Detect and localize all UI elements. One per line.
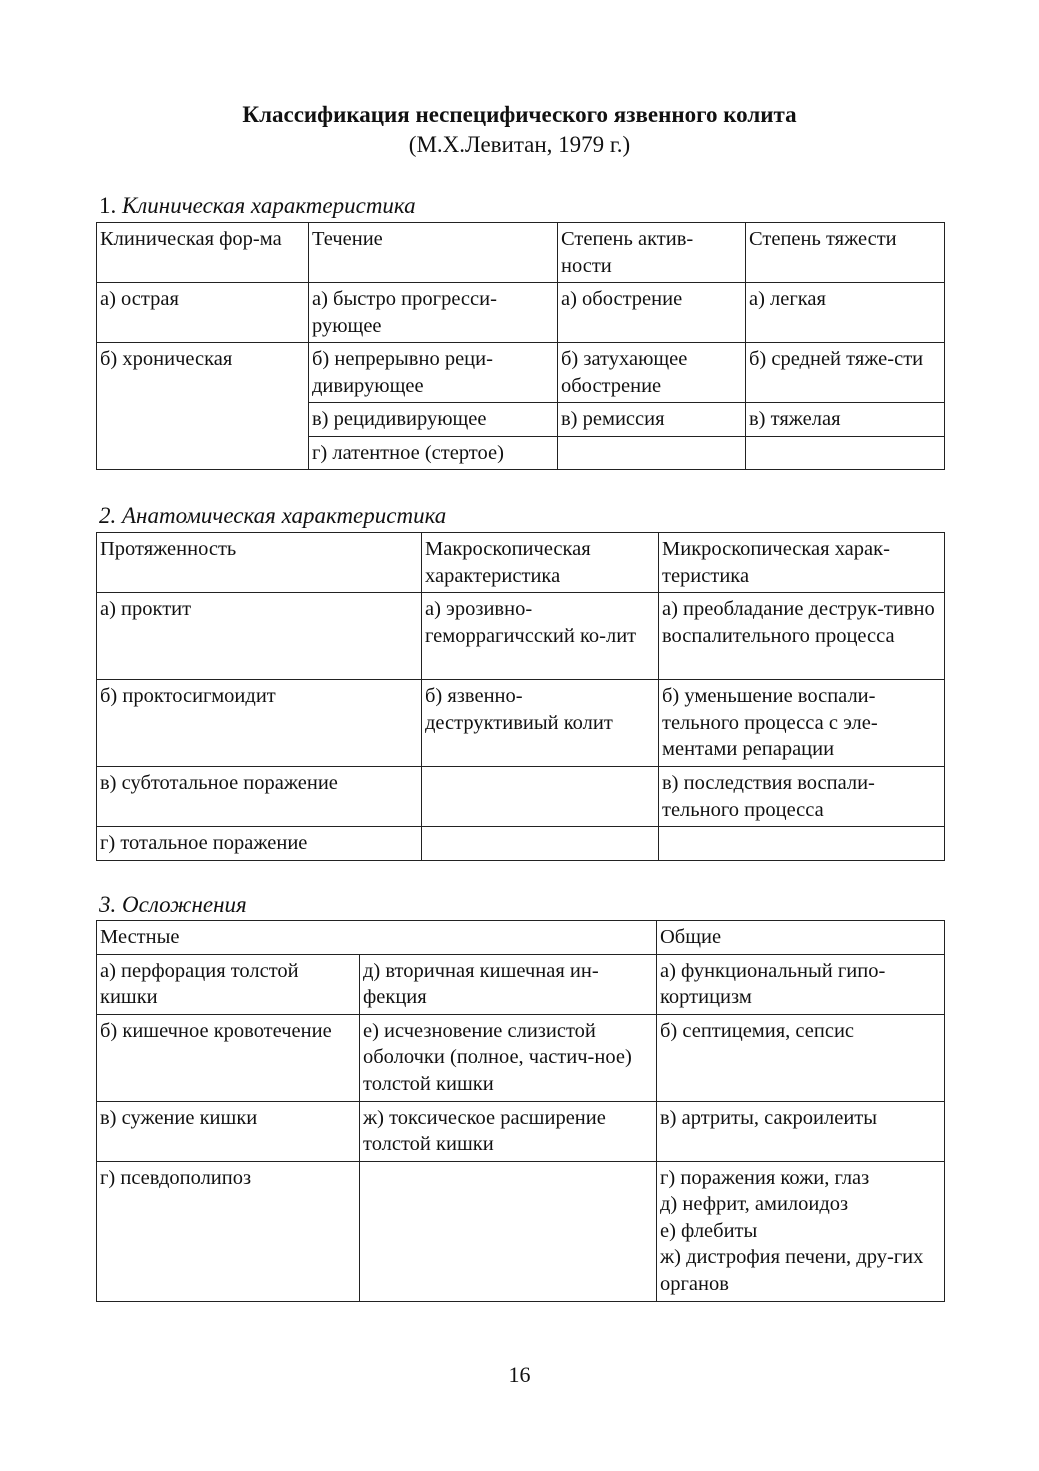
document-subtitle: (М.Х.Левитан, 1979 г.) (408, 132, 631, 157)
table-row (97, 1161, 945, 1301)
header-cell: Клиническая фор-ма (97, 223, 309, 283)
table-cell: а) обострение (558, 283, 746, 343)
table-cell: а) функциональный гипо-кортицизм (657, 954, 945, 1014)
table-row (97, 827, 945, 861)
anatomical-table (96, 532, 945, 861)
table-cell: а) перфорация толстой кишки (97, 954, 360, 1014)
table-header-row (97, 223, 945, 283)
header-cell: Микроскопическая харак-теристика (659, 533, 945, 593)
header-cell: Протяженность (97, 533, 422, 593)
table-cell: е) исчезновение слизистой оболочки (полное, частич-ное) толстой кишки (360, 1014, 657, 1101)
table-cell (422, 827, 659, 861)
table-cell: б) проктосигмоидит (97, 680, 422, 767)
section1-title: Клиническая характеристика (122, 193, 416, 218)
header-cell: Общие (657, 921, 945, 955)
page-number: 16 (508, 1362, 531, 1387)
general-item: д) нефрит, амилоидоз (660, 1193, 849, 1215)
table-cell: б) средней тяже-сти (746, 343, 945, 403)
table-cell: в) сужение кишки (97, 1101, 360, 1161)
table-row (97, 343, 945, 403)
section3-heading (99, 891, 247, 919)
table-header-row (97, 921, 945, 955)
complications-table (96, 920, 945, 1302)
general-item: г) поражения кожи, глаз (660, 1166, 870, 1189)
table-cell: а) преобладание деструк-тивно воспалительного процесса (659, 593, 945, 680)
table-row (97, 767, 945, 827)
table-row (97, 680, 945, 767)
header-cell: Степень актив-ности (558, 223, 746, 283)
table-cell: б) кишечное кровотечение (97, 1014, 360, 1101)
table-cell: б) язвенно-деструктивиый колит (422, 680, 659, 767)
header-cell: Местные (97, 921, 657, 955)
table-cell: в) последствия воспали-тельного процесса (659, 767, 945, 827)
table-header-row (97, 533, 945, 593)
table-cell (558, 436, 746, 470)
table-cell: а) острая (97, 283, 309, 343)
table-cell: а) проктит (97, 593, 422, 680)
table-cell: в) ремиссия (558, 403, 746, 437)
section1-number: 1. (99, 193, 122, 218)
table-cell: б) хроническая (97, 343, 309, 470)
table-row (97, 954, 945, 1014)
section1-heading (99, 192, 416, 220)
table-cell: г) латентное (стертое) (309, 436, 558, 470)
table-cell: ж) токсическое расширение толстой кишки (360, 1101, 657, 1161)
table-cell: а) эрозивно-геморрагичсский ко-лит (422, 593, 659, 680)
general-item: ж) дистрофия печени, дру-гих органов (660, 1246, 924, 1295)
table-cell: б) уменьшение воспали-тельного процесса с эле-ментами репарации (659, 680, 945, 767)
table-cell: г) тотальное поражение (97, 827, 422, 861)
table-cell: б) непрерывно реци-дивирующее (309, 343, 558, 403)
table-cell: в) рецидивирующее (309, 403, 558, 437)
header-cell: Макроскопическая характеристика (422, 533, 659, 593)
table-cell: б) затухающее обострение (558, 343, 746, 403)
table-cell: б) септицемия, сепсис (657, 1014, 945, 1101)
table-cell: а) быстро прогресси-рующее (309, 283, 558, 343)
table-row (97, 593, 945, 680)
table-cell (657, 1161, 945, 1301)
table-cell: в) артриты, сакроилеиты (657, 1101, 945, 1161)
table-row (97, 1101, 945, 1161)
table-cell (360, 1161, 657, 1301)
table-cell (746, 436, 945, 470)
table-cell: а) легкая (746, 283, 945, 343)
section2-title: 2. Анатомическая характеристика (99, 503, 447, 528)
header-cell: Течение (309, 223, 558, 283)
clinical-table (96, 222, 945, 470)
table-cell: в) тяжелая (746, 403, 945, 437)
table-cell: в) субтотальное поражение (97, 767, 422, 827)
table-row (97, 1014, 945, 1101)
section3-title: 3. Осложнения (99, 892, 247, 917)
general-item: е) флебиты (660, 1219, 758, 1242)
table-row (97, 283, 945, 343)
table-cell: д) вторичная кишечная ин-фекция (360, 954, 657, 1014)
table-cell: г) псевдополипоз (97, 1161, 360, 1301)
table-cell (659, 827, 945, 861)
header-cell: Степень тяжести (746, 223, 945, 283)
section2-heading (99, 502, 446, 530)
table-cell (422, 767, 659, 827)
document-title: Классификация неспецифического язвенного колита (242, 102, 797, 127)
